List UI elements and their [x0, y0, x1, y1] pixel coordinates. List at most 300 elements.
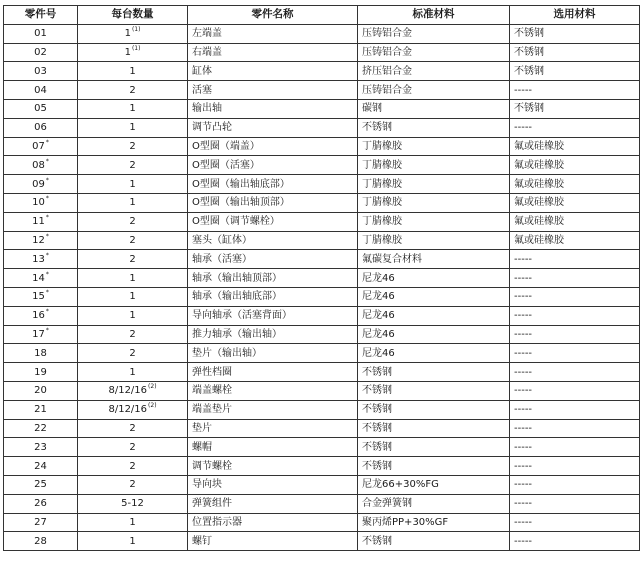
cell-optional-material [510, 24, 640, 43]
cell-optional-material-text: ----- [514, 535, 533, 547]
cell-optional-material-text: 氟或硅橡胶 [514, 140, 564, 152]
cell-part-no-text: 04 [34, 84, 47, 96]
cell-part-no [4, 269, 78, 288]
cell-part-name [188, 325, 358, 344]
cell-standard-material [358, 43, 510, 62]
cell-standard-material-text: 尼龙46 [362, 291, 395, 303]
cell-part-no [4, 81, 78, 100]
cell-quantity-footnote-mark: (2) [148, 402, 157, 410]
cell-quantity-text: 1 [129, 197, 136, 209]
cell-standard-material [358, 419, 510, 438]
cell-standard-material-text: 尼龙46 [362, 328, 395, 340]
cell-part-no [4, 475, 78, 494]
cell-quantity-text: 2 [129, 234, 136, 246]
cell-quantity [78, 513, 188, 532]
cell-part-name [188, 62, 358, 81]
cell-optional-material-text: ----- [514, 516, 533, 528]
cell-optional-material [510, 419, 640, 438]
cell-part-name [188, 419, 358, 438]
cell-standard-material-text: 压铸铝合金 [362, 46, 412, 58]
cell-part-name-text: 右端盖 [192, 46, 222, 58]
cell-part-no-footnote-mark: * [45, 270, 49, 278]
cell-part-name-text: 端盖垫片 [192, 404, 232, 416]
table-body [4, 24, 640, 550]
cell-part-no [4, 24, 78, 43]
cell-part-name-text: 导向轴承（活塞背面） [192, 310, 292, 322]
cell-standard-material [358, 306, 510, 325]
cell-part-name [188, 287, 358, 306]
cell-part-name-text: 调节凸轮 [192, 122, 232, 134]
cell-optional-material [510, 363, 640, 382]
table-row [4, 118, 640, 137]
cell-part-no-text: 15 [32, 291, 45, 303]
cell-part-no [4, 306, 78, 325]
cell-quantity [78, 137, 188, 156]
cell-part-no [4, 344, 78, 363]
cell-part-name [188, 269, 358, 288]
cell-part-no-text: 09 [32, 178, 45, 190]
cell-part-name-text: 调节螺栓 [192, 460, 232, 472]
cell-part-name-text: 轴承（输出轴顶部） [192, 272, 282, 284]
table-row [4, 457, 640, 476]
cell-standard-material-text: 尼龙46 [362, 272, 395, 284]
cell-part-name [188, 212, 358, 231]
cell-part-no [4, 325, 78, 344]
cell-optional-material [510, 62, 640, 81]
cell-optional-material [510, 250, 640, 269]
cell-quantity [78, 475, 188, 494]
cell-part-no [4, 193, 78, 212]
table-row [4, 81, 640, 100]
cell-part-name-text: 螺钉 [192, 535, 212, 547]
cell-quantity-text: 2 [129, 328, 136, 340]
cell-optional-material-text: ----- [514, 272, 533, 284]
cell-part-name [188, 250, 358, 269]
cell-standard-material-text: 不锈钢 [362, 441, 392, 453]
cell-part-no [4, 43, 78, 62]
cell-part-no-text: 02 [34, 46, 47, 58]
cell-standard-material [358, 344, 510, 363]
cell-optional-material-text: 氟或硅橡胶 [514, 216, 564, 228]
cell-part-no-footnote-mark: * [45, 157, 49, 165]
cell-optional-material-text: ----- [514, 347, 533, 359]
table-row [4, 419, 640, 438]
cell-standard-material [358, 494, 510, 513]
cell-part-no-text: 17 [32, 328, 45, 340]
cell-optional-material [510, 532, 640, 551]
cell-part-name-text: 塞头（缸体） [192, 234, 252, 246]
cell-optional-material [510, 457, 640, 476]
cell-part-name-text: 活塞 [192, 84, 212, 96]
cell-standard-material-text: 丁腈橡胶 [362, 234, 402, 246]
cell-optional-material-text: ----- [514, 122, 533, 134]
table-row [4, 438, 640, 457]
cell-quantity-text: 1 [129, 366, 136, 378]
cell-optional-material [510, 475, 640, 494]
cell-standard-material-text: 尼龙66+30%FG [362, 479, 439, 491]
cell-quantity [78, 212, 188, 231]
cell-part-name [188, 532, 358, 551]
cell-part-no-text: 18 [34, 347, 47, 359]
cell-quantity-text: 1 [129, 535, 136, 547]
cell-part-no [4, 62, 78, 81]
cell-quantity-text: 1 [129, 122, 136, 134]
cell-part-name-text: 螺帽 [192, 441, 212, 453]
cell-standard-material [358, 400, 510, 419]
cell-standard-material-text: 不锈钢 [362, 404, 392, 416]
cell-optional-material-text: ----- [514, 441, 533, 453]
cell-optional-material-text: 氟或硅橡胶 [514, 234, 564, 246]
table-row [4, 306, 640, 325]
cell-optional-material [510, 231, 640, 250]
cell-optional-material [510, 43, 640, 62]
table-row [4, 43, 640, 62]
cell-part-name-text: 推力轴承（输出轴） [192, 328, 282, 340]
cell-quantity [78, 24, 188, 43]
cell-part-name-text: 轴承（活塞） [192, 253, 252, 265]
cell-quantity-text: 1 [129, 272, 136, 284]
cell-part-no-text: 20 [34, 385, 47, 397]
cell-quantity-text: 8/12/16 [108, 404, 148, 416]
cell-optional-material [510, 156, 640, 175]
cell-standard-material [358, 137, 510, 156]
cell-part-no [4, 118, 78, 137]
table-row [4, 250, 640, 269]
cell-part-no-text: 08 [32, 159, 45, 171]
cell-part-no-footnote-mark: * [45, 232, 49, 240]
cell-optional-material [510, 513, 640, 532]
cell-optional-material-text: ----- [514, 498, 533, 510]
cell-standard-material [358, 457, 510, 476]
cell-part-name [188, 81, 358, 100]
cell-optional-material [510, 193, 640, 212]
cell-part-no [4, 363, 78, 382]
cell-standard-material-text: 丁腈橡胶 [362, 197, 402, 209]
cell-part-no-text: 19 [34, 366, 47, 378]
cell-part-no-text: 16 [32, 310, 45, 322]
cell-part-name-text: O型圈（输出轴顶部） [192, 197, 290, 209]
cell-standard-material [358, 231, 510, 250]
cell-part-no [4, 175, 78, 194]
cell-quantity [78, 494, 188, 513]
cell-quantity-text: 2 [129, 84, 136, 96]
cell-part-name-text: O型圈（输出轴底部） [192, 178, 290, 190]
cell-part-name-text: O型圈（活塞） [192, 159, 260, 171]
cell-part-name [188, 363, 358, 382]
cell-quantity [78, 363, 188, 382]
cell-part-no-footnote-mark: * [45, 138, 49, 146]
table-row [4, 400, 640, 419]
cell-quantity [78, 419, 188, 438]
cell-quantity-text: 2 [129, 216, 136, 228]
cell-optional-material [510, 438, 640, 457]
cell-standard-material-text: 丁腈橡胶 [362, 159, 402, 171]
cell-quantity-footnote-mark: (2) [148, 383, 157, 391]
cell-standard-material-text: 碳钢 [362, 103, 382, 115]
cell-standard-material-text: 压铸铝合金 [362, 84, 412, 96]
cell-part-name [188, 118, 358, 137]
table-row [4, 212, 640, 231]
cell-part-no [4, 532, 78, 551]
cell-part-name-text: 垫片（输出轴） [192, 347, 262, 359]
cell-quantity [78, 532, 188, 551]
cell-standard-material-text: 尼龙46 [362, 347, 395, 359]
table-row [4, 513, 640, 532]
cell-part-name [188, 24, 358, 43]
cell-optional-material [510, 175, 640, 194]
cell-quantity-text: 1 [129, 310, 136, 322]
cell-quantity-text: 2 [129, 479, 136, 491]
parts-table [3, 5, 640, 551]
cell-optional-material [510, 269, 640, 288]
cell-quantity-footnote-mark: (1) [131, 44, 141, 52]
cell-part-no-text: 10 [32, 197, 45, 209]
cell-standard-material [358, 381, 510, 400]
cell-part-no-text: 28 [34, 535, 47, 547]
cell-optional-material [510, 494, 640, 513]
cell-part-no-text: 24 [34, 460, 47, 472]
table-row [4, 156, 640, 175]
cell-quantity [78, 269, 188, 288]
cell-quantity-text: 1 [124, 46, 131, 58]
cell-standard-material-text: 不锈钢 [362, 460, 392, 472]
cell-part-name-text: 左端盖 [192, 28, 222, 40]
cell-standard-material-text: 压铸铝合金 [362, 28, 412, 40]
cell-part-name-text: 输出轴 [192, 103, 222, 115]
cell-standard-material [358, 532, 510, 551]
cell-part-no [4, 250, 78, 269]
cell-part-no [4, 400, 78, 419]
cell-optional-material-text: ----- [514, 385, 533, 397]
cell-part-no-footnote-mark: * [45, 251, 49, 259]
table-row [4, 137, 640, 156]
cell-optional-material-text: ----- [514, 479, 533, 491]
cell-part-no-text: 06 [34, 122, 47, 134]
cell-standard-material-text: 聚丙烯PP+30%GF [362, 516, 449, 528]
cell-optional-material-text: 氟或硅橡胶 [514, 197, 564, 209]
cell-quantity [78, 81, 188, 100]
cell-part-name [188, 99, 358, 118]
cell-quantity-text: 2 [129, 460, 136, 472]
cell-standard-material [358, 475, 510, 494]
cell-part-name-text: 端盖螺栓 [192, 385, 232, 397]
header-optional-material: 选用材料 [510, 6, 640, 25]
cell-part-name [188, 400, 358, 419]
cell-part-no-text: 25 [34, 479, 47, 491]
cell-optional-material-text: ----- [514, 460, 533, 472]
cell-standard-material-text: 合金弹簧钢 [362, 498, 412, 510]
cell-standard-material-text: 尼龙46 [362, 310, 395, 322]
cell-standard-material [358, 99, 510, 118]
cell-part-no [4, 494, 78, 513]
cell-quantity-footnote-mark: (1) [131, 26, 141, 34]
cell-part-no [4, 99, 78, 118]
cell-optional-material-text: ----- [514, 328, 533, 340]
cell-quantity-text: 2 [129, 422, 136, 434]
cell-part-name [188, 231, 358, 250]
table-row [4, 494, 640, 513]
cell-part-no [4, 212, 78, 231]
cell-standard-material-text: 丁腈橡胶 [362, 178, 402, 190]
cell-part-no-footnote-mark: * [45, 176, 49, 184]
cell-part-name [188, 175, 358, 194]
cell-quantity [78, 381, 188, 400]
cell-optional-material-text: ----- [514, 291, 533, 303]
cell-part-no-text: 13 [32, 253, 45, 265]
cell-standard-material [358, 363, 510, 382]
cell-standard-material [358, 24, 510, 43]
cell-part-name-text: 垫片 [192, 422, 212, 434]
cell-optional-material-text: ----- [514, 404, 533, 416]
cell-part-no-text: 14 [32, 272, 45, 284]
cell-optional-material [510, 381, 640, 400]
cell-quantity-text: 2 [129, 347, 136, 359]
cell-standard-material [358, 269, 510, 288]
cell-part-no-footnote-mark: * [45, 289, 49, 297]
cell-quantity [78, 175, 188, 194]
cell-part-no-footnote-mark: * [45, 195, 49, 203]
cell-quantity [78, 231, 188, 250]
table-row [4, 532, 640, 551]
cell-part-name [188, 438, 358, 457]
cell-optional-material [510, 287, 640, 306]
cell-standard-material-text: 丁腈橡胶 [362, 140, 402, 152]
cell-part-no-text: 27 [34, 516, 47, 528]
cell-part-name [188, 381, 358, 400]
cell-quantity-text: 1 [129, 291, 136, 303]
cell-standard-material-text: 挤压铝合金 [362, 65, 412, 77]
cell-quantity [78, 306, 188, 325]
cell-quantity-text: 8/12/16 [108, 385, 148, 397]
cell-part-name-text: 轴承（输出轴底部） [192, 291, 282, 303]
cell-part-name [188, 193, 358, 212]
cell-optional-material-text: 氟或硅橡胶 [514, 159, 564, 171]
cell-quantity-text: 1 [129, 65, 136, 77]
cell-part-name [188, 494, 358, 513]
cell-quantity [78, 62, 188, 81]
cell-part-no [4, 137, 78, 156]
cell-standard-material-text: 氟碳复合材料 [362, 253, 422, 265]
cell-optional-material [510, 306, 640, 325]
table-row [4, 231, 640, 250]
cell-part-name [188, 513, 358, 532]
cell-quantity-text: 2 [129, 159, 136, 171]
cell-optional-material [510, 81, 640, 100]
cell-optional-material-text: 不锈钢 [514, 103, 544, 115]
cell-part-no-text: 05 [34, 103, 47, 115]
cell-part-name [188, 156, 358, 175]
cell-part-no [4, 287, 78, 306]
cell-part-no-footnote-mark: * [45, 326, 49, 334]
cell-quantity [78, 344, 188, 363]
cell-optional-material [510, 99, 640, 118]
cell-part-no [4, 156, 78, 175]
cell-part-no-text: 12 [32, 234, 45, 246]
cell-standard-material [358, 212, 510, 231]
cell-quantity [78, 438, 188, 457]
table-row [4, 344, 640, 363]
cell-part-name-text: 位置指示器 [192, 516, 242, 528]
cell-standard-material-text: 不锈钢 [362, 385, 392, 397]
cell-part-name [188, 306, 358, 325]
cell-part-name-text: 导向块 [192, 479, 222, 491]
cell-optional-material [510, 212, 640, 231]
cell-optional-material [510, 325, 640, 344]
cell-optional-material-text: ----- [514, 253, 533, 265]
header-quantity: 每台数量 [78, 6, 188, 25]
cell-part-no-footnote-mark: * [45, 214, 49, 222]
cell-standard-material-text: 不锈钢 [362, 366, 392, 378]
cell-part-no [4, 381, 78, 400]
cell-optional-material-text: 不锈钢 [514, 46, 544, 58]
cell-standard-material-text: 不锈钢 [362, 422, 392, 434]
table-row [4, 99, 640, 118]
cell-part-no-text: 07 [32, 140, 45, 152]
table-row [4, 62, 640, 81]
cell-part-no-text: 22 [34, 422, 47, 434]
cell-quantity-text: 5-12 [121, 498, 144, 510]
cell-quantity [78, 156, 188, 175]
cell-part-no-text: 21 [34, 404, 47, 416]
cell-quantity [78, 193, 188, 212]
cell-part-name [188, 344, 358, 363]
cell-quantity-text: 2 [129, 441, 136, 453]
header-standard-material: 标准材料 [358, 6, 510, 25]
table-row [4, 475, 640, 494]
cell-optional-material-text: 不锈钢 [514, 65, 544, 77]
cell-part-no-text: 26 [34, 498, 47, 510]
cell-standard-material [358, 513, 510, 532]
cell-part-name [188, 43, 358, 62]
cell-standard-material [358, 193, 510, 212]
cell-optional-material-text: ----- [514, 310, 533, 322]
header-part-no: 零件号 [4, 6, 78, 25]
cell-quantity [78, 325, 188, 344]
cell-part-no [4, 513, 78, 532]
table-row [4, 175, 640, 194]
cell-standard-material [358, 325, 510, 344]
cell-part-no-text: 23 [34, 441, 47, 453]
cell-part-name-text: 弹簧组件 [192, 498, 232, 510]
table-row [4, 269, 640, 288]
cell-part-name-text: 缸体 [192, 65, 212, 77]
table-row [4, 193, 640, 212]
cell-part-no-footnote-mark: * [45, 308, 49, 316]
cell-optional-material [510, 344, 640, 363]
cell-standard-material [358, 118, 510, 137]
cell-standard-material-text: 不锈钢 [362, 535, 392, 547]
cell-optional-material-text: ----- [514, 422, 533, 434]
cell-quantity [78, 118, 188, 137]
cell-standard-material [358, 250, 510, 269]
cell-part-name [188, 137, 358, 156]
cell-optional-material-text: 不锈钢 [514, 28, 544, 40]
cell-quantity-text: 1 [129, 103, 136, 115]
cell-part-no-text: 11 [32, 216, 45, 228]
cell-part-no-text: 03 [34, 65, 47, 77]
cell-standard-material-text: 丁腈橡胶 [362, 216, 402, 228]
cell-standard-material [358, 438, 510, 457]
cell-standard-material-text: 不锈钢 [362, 122, 392, 134]
cell-part-no [4, 457, 78, 476]
cell-part-no-text: 01 [34, 28, 47, 40]
cell-quantity-text: 2 [129, 140, 136, 152]
cell-quantity-text: 2 [129, 253, 136, 265]
table-row [4, 24, 640, 43]
cell-quantity [78, 400, 188, 419]
table-row [4, 325, 640, 344]
cell-optional-material-text: 氟或硅橡胶 [514, 178, 564, 190]
